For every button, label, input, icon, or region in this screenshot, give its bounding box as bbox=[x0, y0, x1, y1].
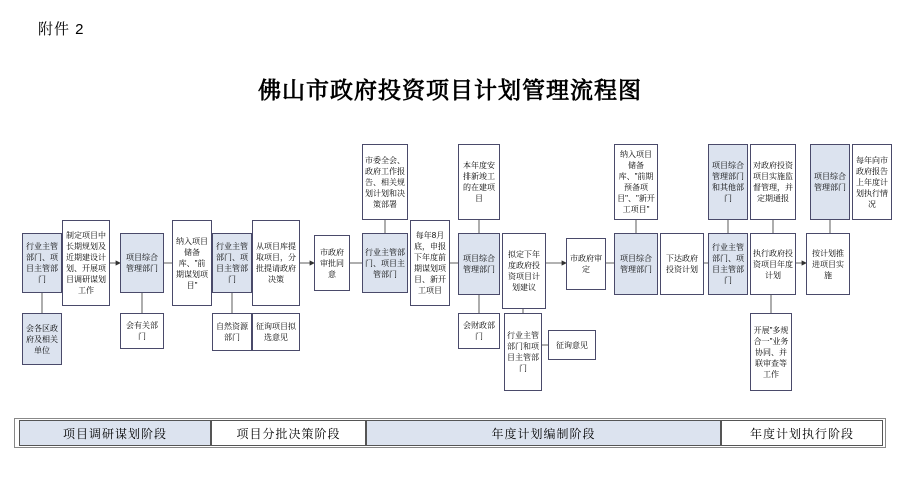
flow-node bbox=[614, 233, 658, 295]
flow-node bbox=[750, 233, 796, 295]
phase-segment bbox=[366, 420, 721, 446]
flow-node-label: 对政府投资项目实施监督管理，并定期通报 bbox=[753, 161, 793, 203]
page-title: 佛山市政府投资项目计划管理流程图 bbox=[258, 77, 642, 103]
flow-node-label: 按计划推进项目实施 bbox=[812, 248, 844, 280]
flow-node bbox=[750, 144, 796, 220]
flow-node bbox=[458, 313, 500, 349]
flow-node-label: 每年8月底，申报下年度前期谋划项目、新开工项目 bbox=[414, 231, 446, 295]
flow-node-label: 会财政部门 bbox=[463, 321, 495, 341]
flow-node-label: 纳入项目储备库、"前期谋划项目" bbox=[176, 236, 208, 290]
flow-node-label: 征询意见 bbox=[556, 340, 588, 350]
flow-node-label: 行业主管部门、项目主管部门 bbox=[216, 242, 248, 284]
flow-node bbox=[708, 233, 748, 295]
flow-node-label: 行业主管部门和项目主管部门 bbox=[507, 331, 539, 373]
flow-node-label: 会各区政府及相关单位 bbox=[26, 323, 58, 355]
phase-bar bbox=[14, 418, 886, 448]
flow-node bbox=[806, 233, 850, 295]
flow-node bbox=[548, 330, 596, 360]
flow-node bbox=[362, 233, 408, 293]
flow-node bbox=[502, 233, 546, 309]
flow-node bbox=[252, 313, 300, 351]
flow-node bbox=[750, 313, 792, 391]
flow-node bbox=[852, 144, 892, 220]
flow-node bbox=[810, 144, 850, 220]
flow-node bbox=[362, 144, 408, 220]
flow-node-label: 开展"多规合一"业务协同、并联审查等工作 bbox=[753, 325, 789, 379]
flow-node bbox=[212, 233, 252, 293]
flow-node bbox=[120, 233, 164, 293]
flow-node-label: 纳入项目储备库、"前期预备项目"、"新开工项目" bbox=[617, 150, 655, 214]
flow-node-label: 制定项目中长期规划及近期建设计划、开展项目调研谋划工作 bbox=[66, 231, 106, 295]
phase-segment bbox=[211, 420, 366, 446]
flow-node bbox=[314, 235, 350, 291]
flow-node bbox=[660, 233, 704, 295]
flow-node-label: 行业主管部门、项目主管部门 bbox=[365, 247, 405, 279]
phase-label: 年度计划执行阶段 bbox=[749, 426, 854, 441]
flow-node bbox=[120, 313, 164, 349]
flow-node bbox=[614, 144, 658, 220]
flow-node-label: 项目综合管理部门 bbox=[126, 253, 158, 273]
flow-node bbox=[458, 144, 500, 220]
flow-node-label: 拟定下年度政府投资项目计划建议 bbox=[508, 250, 540, 292]
flow-node bbox=[252, 220, 300, 306]
flow-node bbox=[22, 233, 62, 293]
flow-node bbox=[172, 220, 212, 306]
flow-node-label: 市政府审定 bbox=[570, 254, 602, 274]
flow-node bbox=[410, 220, 450, 306]
flow-node-label: 下达政府投资计划 bbox=[666, 254, 698, 274]
flow-node bbox=[212, 313, 252, 351]
flow-node-label: 行业主管部门、项目主管部门 bbox=[712, 243, 744, 285]
flow-node-label: 行业主管部门、项目主管部门 bbox=[26, 242, 58, 284]
flow-node-label: 自然资源部门 bbox=[216, 322, 248, 342]
flow-node bbox=[566, 238, 606, 290]
phase-label: 项目分批决策阶段 bbox=[236, 426, 341, 441]
flow-node-label: 从项目库提取项目，分批提请政府决策 bbox=[256, 242, 296, 284]
flow-node-label: 项目综合管理部门 bbox=[463, 254, 495, 274]
flow-node-label: 执行政府投资项目年度计划 bbox=[753, 248, 793, 280]
flow-node-label: 项目综合管理部门 bbox=[814, 172, 846, 192]
phase-segment bbox=[721, 420, 883, 446]
flow-node bbox=[22, 313, 62, 365]
flow-node bbox=[708, 144, 748, 220]
flow-node-label: 市政府审批同意 bbox=[320, 247, 344, 279]
flow-node-label: 征询项目拟选意见 bbox=[256, 322, 296, 342]
flow-node-label: 本年度安排新竣工的在建项目 bbox=[463, 161, 495, 203]
flow-node-label: 项目综合管理部门和其他部门 bbox=[712, 161, 744, 203]
flow-node-label: 市委全会、政府工作报告、相关规划计划和决策部署 bbox=[365, 155, 405, 209]
flow-node bbox=[504, 313, 542, 391]
flow-node bbox=[62, 220, 110, 306]
flow-node-label: 会有关部门 bbox=[126, 321, 158, 341]
phase-segment bbox=[19, 420, 211, 446]
flow-node-label: 项目综合管理部门 bbox=[620, 254, 652, 274]
flow-node-label: 每年向市政府报告上年度计划执行情况 bbox=[856, 155, 888, 209]
phase-label: 年度计划编制阶段 bbox=[491, 426, 596, 441]
flow-node bbox=[458, 233, 500, 295]
attachment-label: 附件 2 bbox=[38, 21, 85, 38]
phase-label: 项目调研谋划阶段 bbox=[62, 426, 167, 441]
